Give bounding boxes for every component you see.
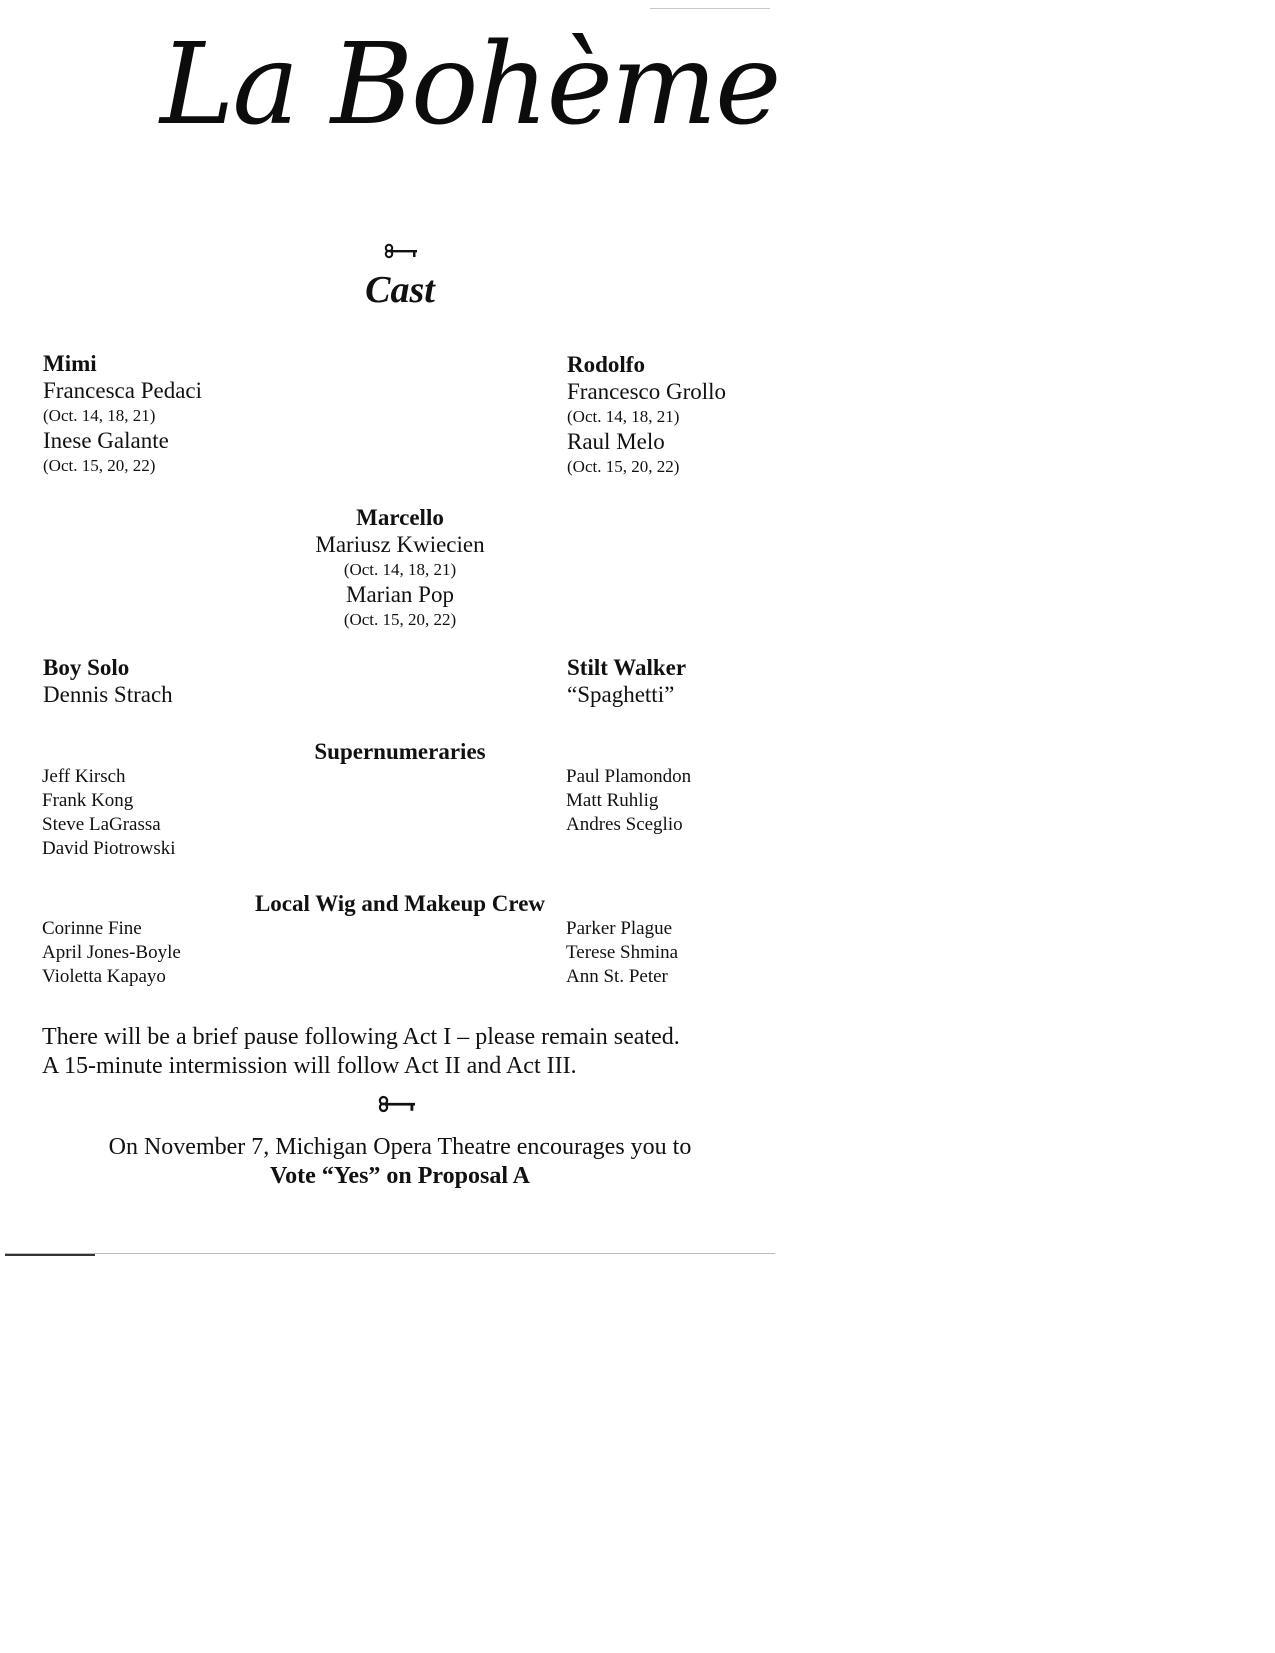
performance-dates: (Oct. 14, 18, 21) [567, 407, 680, 426]
list-item: Andres Sceglio [566, 814, 683, 835]
intermission-note [42, 1023, 680, 1081]
list-item: Matt Ruhlig [566, 790, 659, 811]
bottom-rule-accent [5, 1254, 95, 1256]
key-icon [383, 243, 419, 259]
list-item: Paul Plamondon [566, 766, 692, 787]
actor-name: Francesca Pedaci [43, 378, 203, 403]
performance-dates: (Oct. 15, 20, 22) [43, 456, 156, 475]
note-line: There will be a brief pause following Act I – please remain seated. [42, 1024, 680, 1050]
actor-name: Raul Melo [567, 429, 665, 454]
list-item: April Jones-Boyle [42, 942, 181, 963]
closing-line: On November 7, Michigan Opera Theatre encourages you to [108, 1134, 692, 1160]
list-item: Parker Plague [566, 918, 673, 939]
actor-name: Inese Galante [43, 428, 169, 453]
role-title: Boy Solo [43, 655, 130, 680]
cast-heading: Cast [365, 269, 435, 311]
wig-crew-left-list [42, 917, 181, 989]
list-item: Ann St. Peter [566, 966, 668, 987]
performance-dates: (Oct. 15, 20, 22) [343, 610, 457, 629]
list-item: Violetta Kapayo [42, 966, 166, 987]
list-item: Corinne Fine [42, 918, 142, 939]
role-block-rodolfo [567, 351, 726, 479]
performance-dates: (Oct. 14, 18, 21) [43, 406, 156, 425]
bottom-rule [5, 1253, 775, 1254]
actor-name: Francesco Grollo [567, 379, 727, 404]
actor-name: Marian Pop [346, 582, 454, 607]
role-block-mimi [43, 350, 202, 478]
list-item: Steve LaGrassa [42, 814, 161, 835]
top-rule [650, 8, 770, 9]
performance-dates: (Oct. 15, 20, 22) [567, 457, 680, 476]
role-title: Stilt Walker [567, 655, 687, 680]
wig-crew-right-list [566, 917, 678, 989]
closing-message [60, 1133, 740, 1191]
wig-crew-heading: Local Wig and Makeup Crew [254, 891, 546, 916]
list-item: Terese Shmina [566, 942, 679, 963]
performance-dates: (Oct. 14, 18, 21) [343, 560, 457, 579]
role-block-stilt-walker [567, 654, 686, 708]
supernumeraries-heading: Supernumeraries [314, 739, 486, 764]
actor-name: Mariusz Kwiecien [315, 532, 485, 557]
supernumeraries-right-list [566, 765, 691, 837]
page-title: La Bohème [160, 20, 780, 150]
actor-name: Dennis Strach [43, 682, 173, 707]
key-icon [376, 1095, 418, 1113]
note-line: A 15-minute intermission will follow Act II and Act III. [42, 1053, 577, 1079]
role-title: Marcello [356, 505, 444, 530]
list-item: Jeff Kirsch [42, 766, 126, 787]
role-title: Mimi [43, 351, 97, 376]
role-block-boy-solo [43, 654, 173, 708]
list-item: Frank Kong [42, 790, 134, 811]
list-item: David Piotrowski [42, 838, 176, 859]
supernumeraries-left-list [42, 765, 176, 861]
role-title: Rodolfo [567, 352, 645, 377]
actor-name: “Spaghetti” [567, 682, 675, 707]
role-block-marcello [250, 504, 550, 632]
proposal-callout: Vote “Yes” on Proposal A [269, 1163, 531, 1189]
